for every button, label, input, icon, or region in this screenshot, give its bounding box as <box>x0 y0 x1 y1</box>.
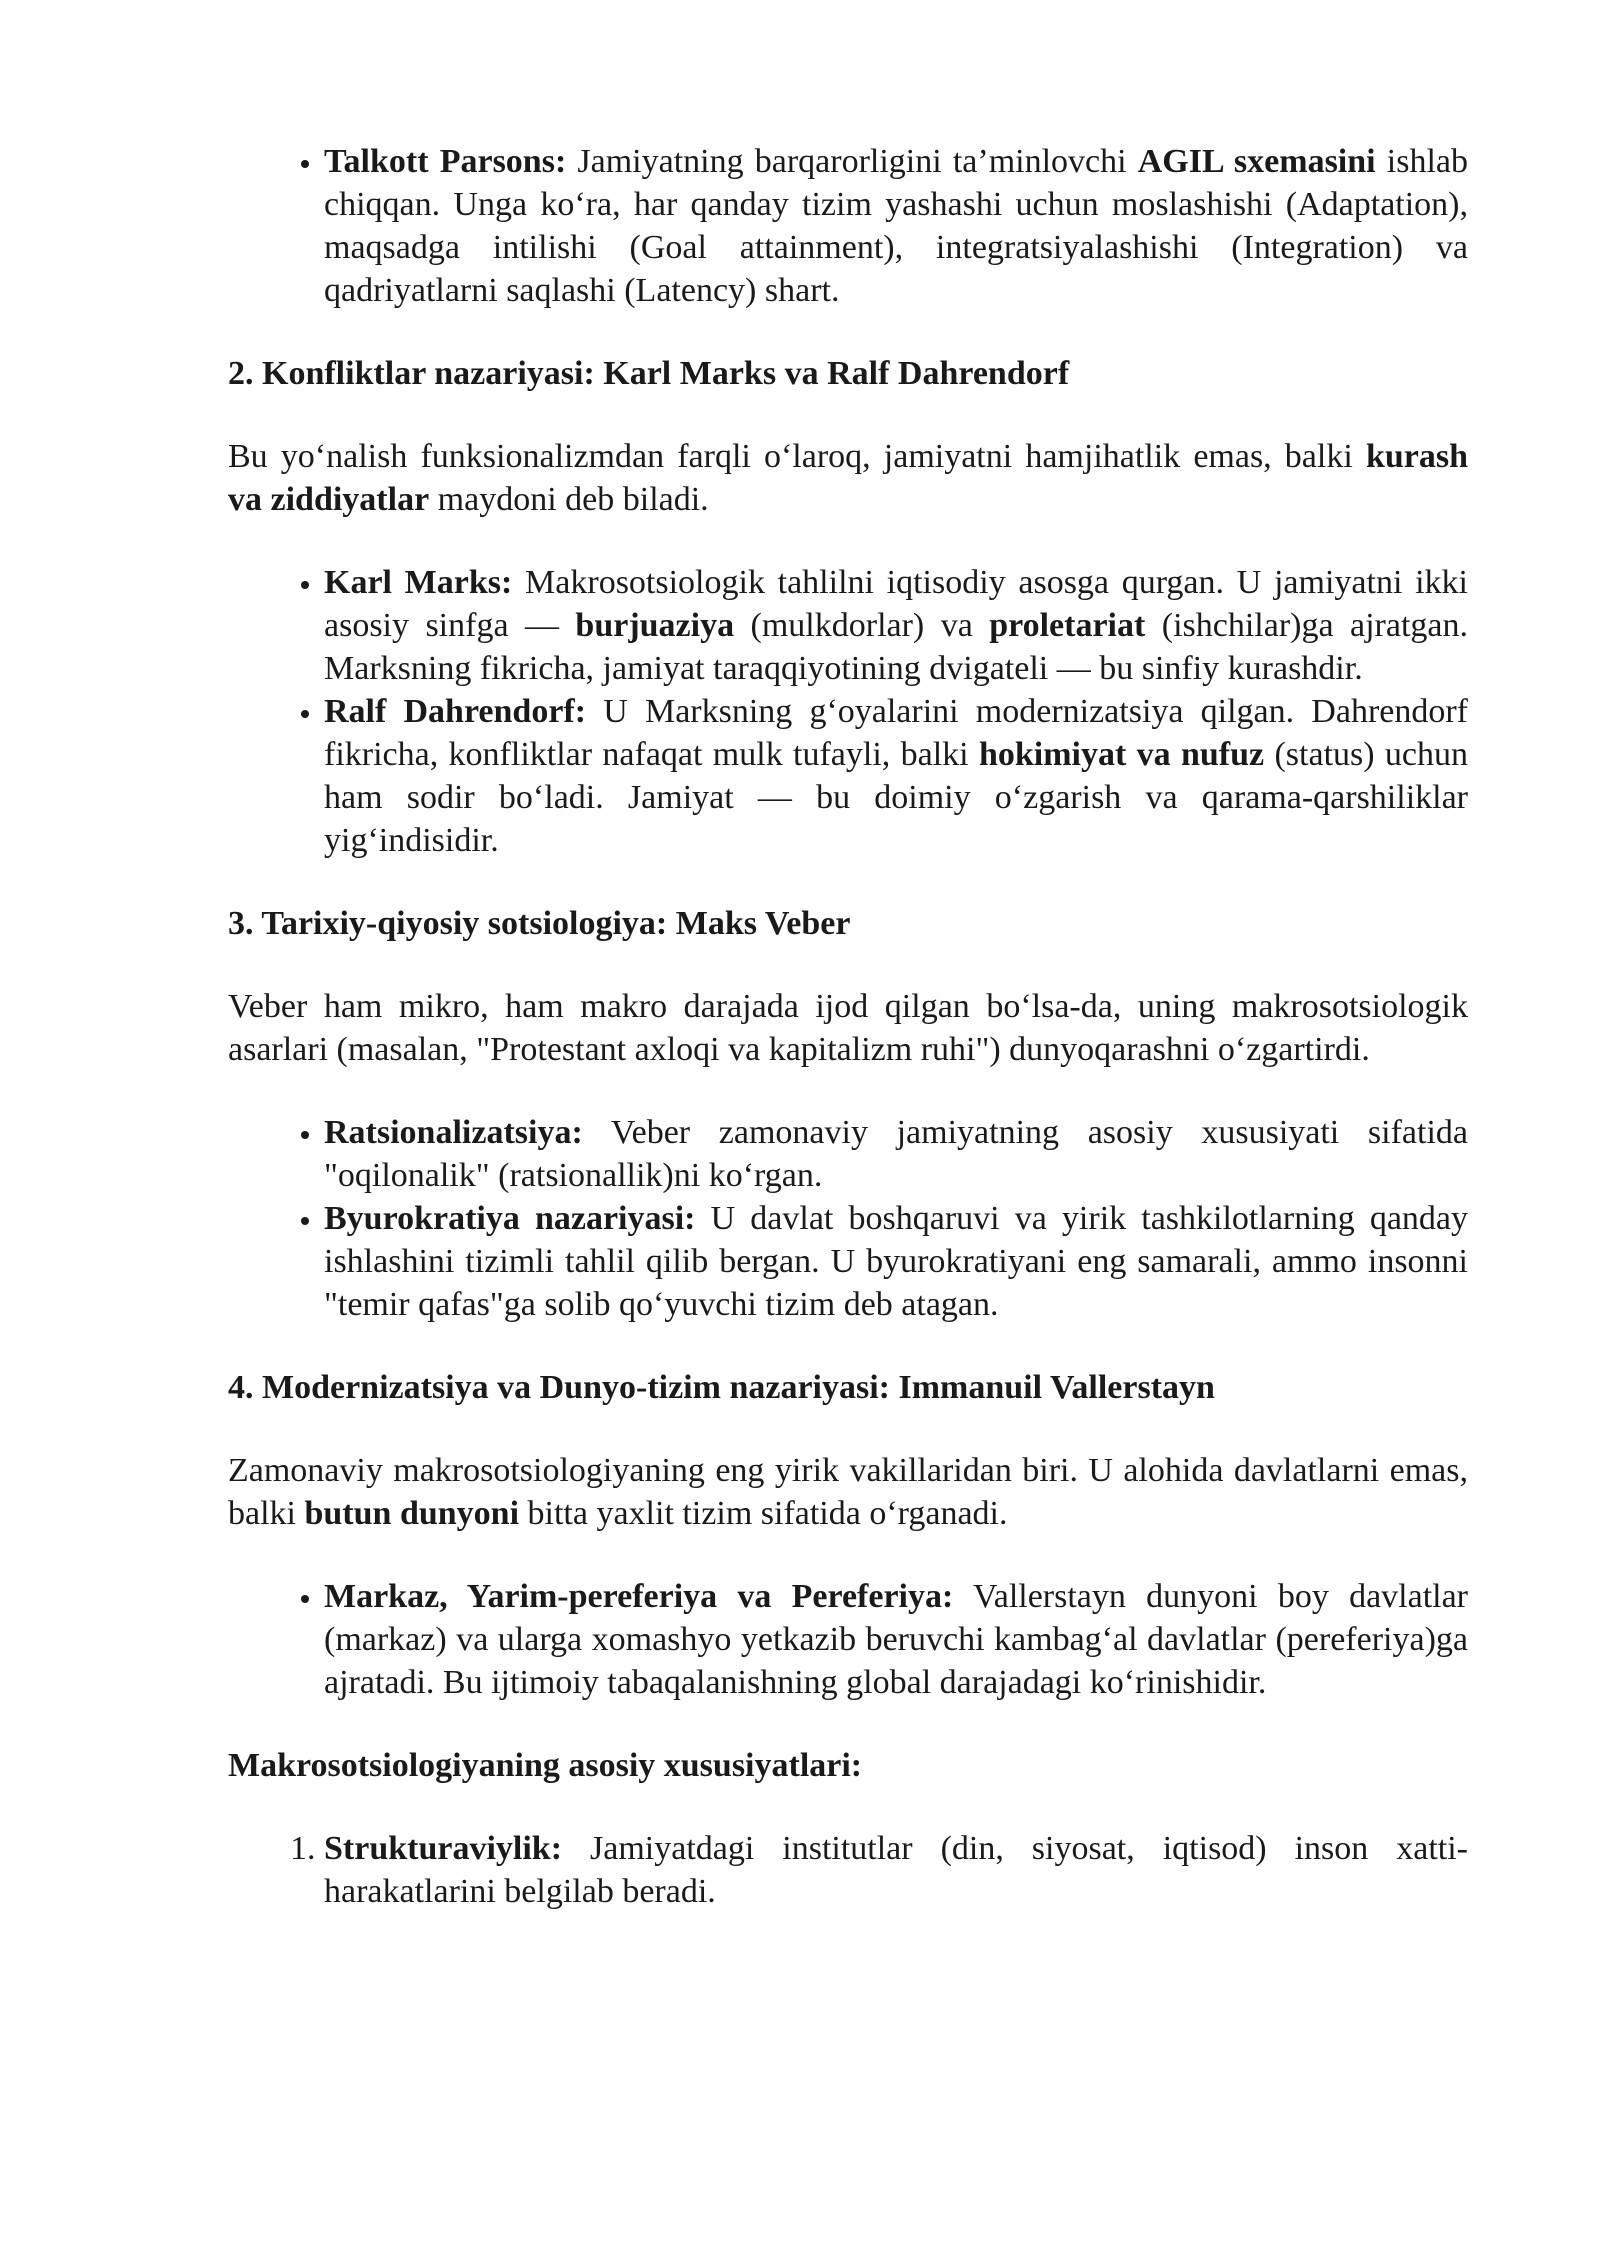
list-item-core-periphery <box>324 1575 1468 1704</box>
emphasis-text: proletariat <box>989 607 1146 644</box>
term-label: Ralf Dahrendorf: <box>324 693 587 730</box>
emphasis-text: burjuaziya <box>575 607 735 644</box>
intro-text: bitta yaxlit tizim sifatida o‘rganadi. <box>519 1495 1008 1532</box>
item-text: (mulkdorlar) va <box>734 607 990 644</box>
section-heading-weber: 3. Tarixiy-qiyosiy sotsiologiya: Maks Veber <box>228 905 851 942</box>
document-page <box>228 140 1468 1953</box>
features-heading: Makrosotsiologiyaning asosiy xususiyatlari: <box>228 1747 863 1784</box>
item-text: (ishchilar)ga ajratgan. Marksning fikricha, jamiyat taraqqiyotining dvigateli — bu sinfiy kurashdir. <box>324 607 1468 687</box>
item-text: ishlab chiqqan. Unga ko‘ra, har qanday tizim yashashi uchun moslashishi (Adaptation), maqsadga intilishi (Goal attainment), integratsiyalashishi (Integration) va qadriyatlarni saqlashi (Latency) shart. <box>324 143 1468 309</box>
list-item-rationalization <box>324 1111 1468 1197</box>
conflict-list <box>228 561 1468 862</box>
intro-text: Bu yo‘nalish funksionalizmdan farqli o‘laroq, jamiyatni hamjihatlik emas, balki <box>228 438 1366 475</box>
term-label: Byurokratiya nazariyasi: <box>324 1200 696 1237</box>
emphasis-text: hokimiyat va nufuz <box>978 736 1265 773</box>
emphasis-text: AGIL sxemasini <box>1137 143 1376 180</box>
features-list <box>228 1827 1468 1913</box>
parsons-list <box>228 140 1468 312</box>
emphasis-text: kurash va ziddiyatlar <box>228 438 1468 518</box>
item-text: Makrosotsiologik tahlilni iqtisodiy asosga qurgan. U jamiyatni ikki asosiy sinfga — <box>324 564 1468 644</box>
term-label: Karl Marks: <box>324 564 513 601</box>
section-intro-conflict <box>228 435 1468 521</box>
term-label: Strukturaviylik: <box>324 1830 563 1867</box>
weber-list <box>228 1111 1468 1326</box>
section-heading-conflict: 2. Konfliktlar nazariyasi: Karl Marks va Ralf Dahrendorf <box>228 355 1070 392</box>
list-item-dahrendorf <box>324 690 1468 862</box>
item-text: U davlat boshqaruvi va yirik tashkilotlarning qanday ishlashini tizimli tahlil qilib bergan. U byurokratiyani eng samarali, ammo insonni "temir qafas"ga solib qo‘yuvchi tizim deb atagan. <box>324 1200 1468 1323</box>
world-system-list <box>228 1575 1468 1704</box>
section-heading-world-system: 4. Modernizatsiya va Dunyo-tizim nazariyasi: Immanuil Vallerstayn <box>228 1369 1215 1406</box>
item-text: (status) uchun ham sodir bo‘ladi. Jamiyat — bu doimiy o‘zgarish va qarama-qarshiliklar yig‘indisidir. <box>324 736 1469 859</box>
item-text: Jamiyatdagi institutlar (din, siyosat, iqtisod) inson xatti-harakatlarini belgilab beradi. <box>324 1830 1468 1910</box>
list-item-structurality <box>324 1827 1468 1913</box>
list-item-marks <box>324 561 1468 690</box>
item-text: Jamiyatning barqarorligini ta’minlovchi <box>566 143 1138 180</box>
term-label: Ratsionalizatsiya: <box>324 1114 583 1151</box>
section-intro-weber: Veber ham mikro, ham makro darajada ijod qilgan bo‘lsa-da, uning makrosotsiologik asarlari (masalan, "Protestant axloqi va kapitalizm ruhi") dunyoqarashni o‘zgartirdi. <box>228 988 1468 1068</box>
list-item-bureaucracy <box>324 1197 1468 1326</box>
intro-text: Zamonaviy makrosotsiologiyaning eng yirik vakillaridan biri. U alohida davlatlarni emas, balki <box>228 1452 1468 1532</box>
item-text: Veber zamonaviy jamiyatning asosiy xususiyati sifatida "oqilonalik" (ratsionallik)ni ko‘rgan. <box>324 1114 1468 1194</box>
list-item-parsons <box>324 140 1468 312</box>
intro-text: maydoni deb biladi. <box>429 481 709 518</box>
item-text: Vallerstayn dunyoni boy davlatlar (markaz) va ularga xomashyo yetkazib beruvchi kambag‘al davlatlar (pereferiya)ga ajratadi. Bu ijtimoiy tabaqalanishning global darajadagi ko‘rinishidir. <box>324 1578 1468 1701</box>
section-intro-world-system <box>228 1449 1468 1535</box>
emphasis-text: butun dunyoni <box>304 1495 520 1532</box>
item-text: U Marksning g‘oyalarini modernizatsiya qilgan. Dahrendorf fikricha, konfliktlar nafaqat mulk tufayli, balki <box>324 693 1468 773</box>
term-label: Talkott Parsons: <box>324 143 567 180</box>
term-label: Markaz, Yarim-pereferiya va Pereferiya: <box>324 1578 954 1615</box>
